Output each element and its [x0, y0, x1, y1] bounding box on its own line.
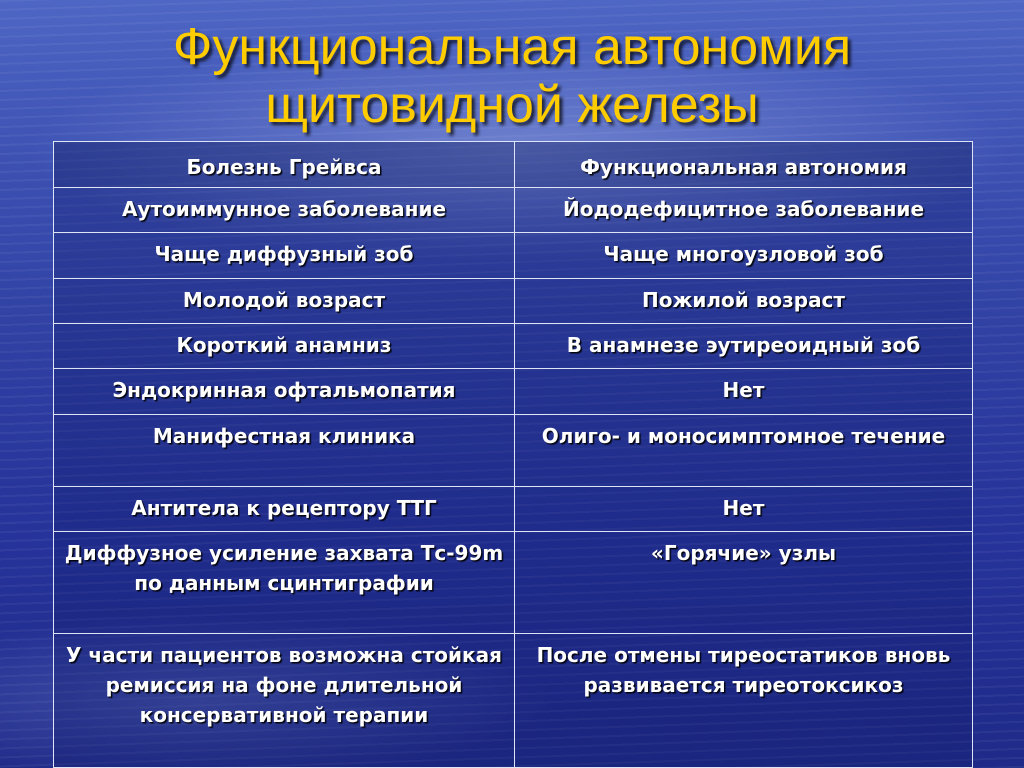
table-row	[54, 324, 973, 369]
header-functional-autonomy: Функциональная автономия	[515, 142, 973, 188]
cell-graves: Диффузное усиление захвата Тс-99m по данным сцинтиграфии	[54, 532, 515, 634]
cell-graves: Чаще диффузный зоб	[54, 233, 515, 279]
cell-graves: Молодой возраст	[54, 279, 515, 324]
table-row	[54, 279, 973, 324]
cell-autonomy: После отмены тиреостатиков вновь развивается тиреотоксикоз	[515, 634, 973, 768]
comparison-table	[53, 141, 973, 768]
cell-autonomy: Чаще многоузловой зоб	[515, 233, 973, 279]
cell-autonomy: Пожилой возраст	[515, 279, 973, 324]
table-row	[54, 634, 973, 768]
cell-graves: У части пациентов возможна стойкая ремиссия на фоне длительной консервативной терапии	[54, 634, 515, 768]
cell-autonomy: «Горячие» узлы	[515, 532, 973, 634]
header-graves-disease: Болезнь Грейвса	[54, 142, 515, 188]
table-row	[54, 487, 973, 532]
table-row	[54, 233, 973, 279]
cell-autonomy: Нет	[515, 487, 973, 532]
slide-title	[0, 18, 1024, 134]
table-header-row	[54, 142, 973, 188]
table-row	[54, 415, 973, 487]
slide-title-line-1: Функциональная автономия	[172, 18, 852, 76]
table-row	[54, 188, 973, 233]
cell-graves: Короткий анамниз	[54, 324, 515, 369]
cell-autonomy: Йододефицитное заболевание	[515, 188, 973, 233]
cell-graves: Эндокринная офтальмопатия	[54, 369, 515, 415]
cell-graves: Манифестная клиника	[54, 415, 515, 487]
cell-autonomy: В анамнезе эутиреоидный зоб	[515, 324, 973, 369]
cell-graves: Антитела к рецептору ТТГ	[54, 487, 515, 532]
cell-autonomy: Нет	[515, 369, 973, 415]
cell-autonomy: Олиго- и моносимптомное течение	[515, 415, 973, 487]
table-row	[54, 369, 973, 415]
slide-title-line-2: щитовидной железы	[265, 76, 759, 134]
table-row	[54, 532, 973, 634]
cell-graves: Аутоиммунное заболевание	[54, 188, 515, 233]
